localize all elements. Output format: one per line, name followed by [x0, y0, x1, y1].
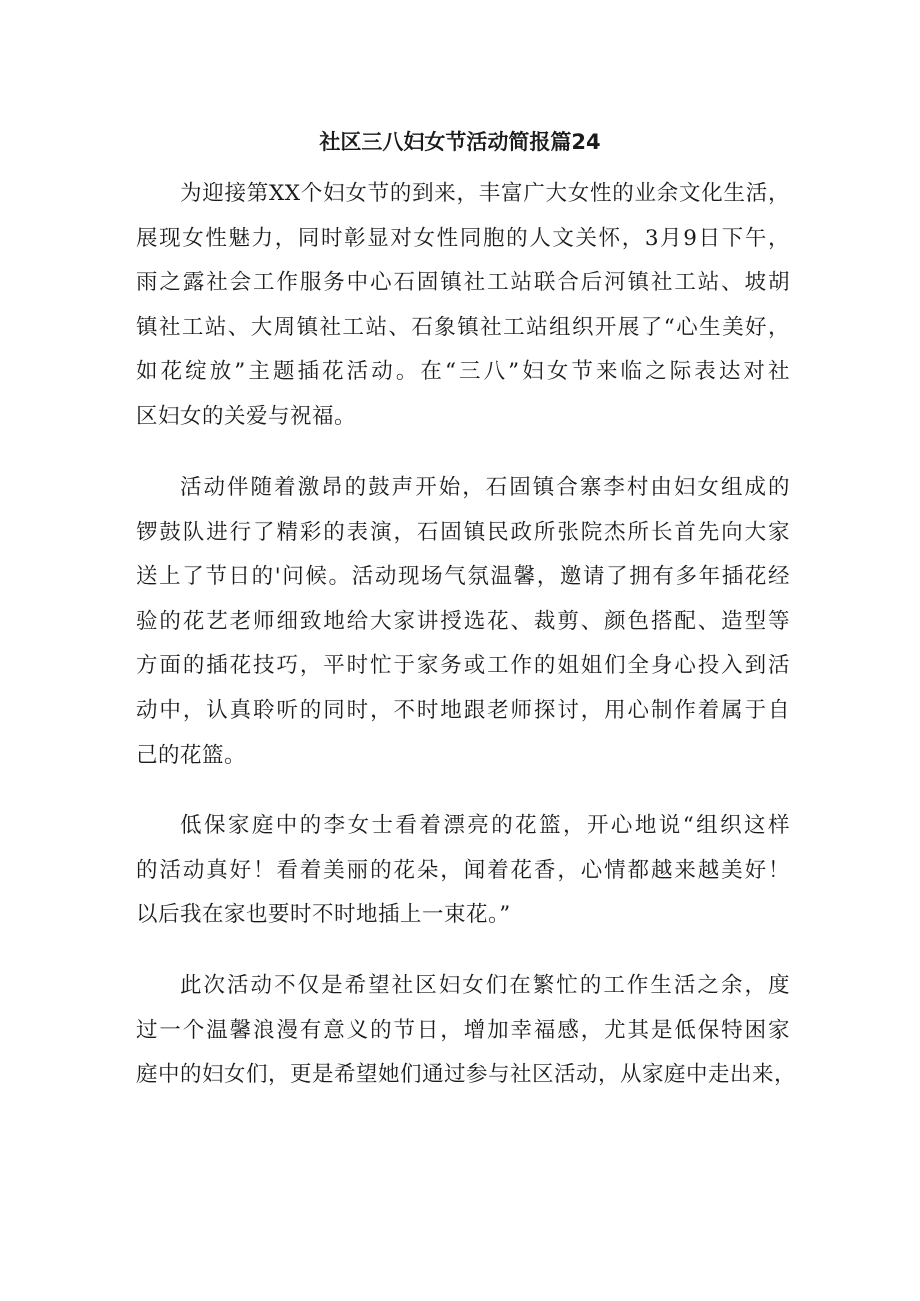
paragraph-1: [136, 172, 790, 440]
paragraph-line: 展现女性魅力，同时彰显对女性同胞的人文关怀，3月9日下午，: [136, 225, 790, 251]
paragraph-line: 己的花篮。: [136, 742, 247, 768]
paragraph-line: 以后我在家也要时不时地插上一束花。”: [136, 902, 511, 928]
paragraph-line: 验的花艺老师细致地给大家讲授选花、裁剪、颜色搭配、造型等: [136, 608, 790, 634]
paragraph-3: [136, 804, 790, 938]
paragraph-line: 过一个温馨浪漫有意义的节日，增加幸福感，尤其是低保特困家: [136, 1017, 790, 1043]
paragraph-line: 动中，认真聆听的同时，不时地跟老师探讨，用心制作着属于自: [136, 697, 790, 723]
paragraph-line: 镇社工站、大周镇社工站、石象镇社工站组织开展了“心生美好，: [136, 314, 790, 340]
paragraph-2: [136, 466, 790, 778]
paragraph-line: 为迎接第XX个妇女节的到来，丰富广大女性的业余文化生活，: [180, 181, 790, 206]
document-title: 社区三八妇女节活动简报篇24: [319, 130, 601, 154]
paragraph-line: 锣鼓队进行了精彩的表演，石固镇民政所张院杰所长首先向大家: [136, 519, 790, 545]
paragraph-line: 方面的插花技巧，平时忙于家务或工作的姐姐们全身心投入到活: [136, 653, 790, 679]
paragraph-line: 区妇女的关爱与祝福。: [136, 403, 357, 429]
paragraph-line: 的活动真好！看着美丽的花朵，闻着花香，心情都越来越美好！: [136, 857, 790, 883]
paragraph-4: [136, 964, 797, 1098]
paragraph-line: 如花绽放”主题插花活动。在“三八”妇女节来临之际表达对社: [136, 359, 790, 385]
paragraph-line: 此次活动不仅是希望社区妇女们在繁忙的工作生活之余，度: [180, 973, 790, 998]
paragraph-line: 雨之露社会工作服务中心石固镇社工站联合后河镇社工站、坡胡: [136, 270, 790, 296]
paragraph-line: 低保家庭中的李女士看着漂亮的花篮，开心地说“组织这样: [180, 813, 790, 838]
paragraph-line: 活动伴随着激昂的鼓声开始，石固镇合寨李村由妇女组成的: [180, 475, 790, 500]
paragraph-line: 送上了节日的'问候。活动现场气氛温馨，邀请了拥有多年插花经: [136, 564, 790, 590]
paragraph-line: 庭中的妇女们，更是希望她们通过参与社区活动，从家庭中走出来，: [136, 1062, 797, 1088]
